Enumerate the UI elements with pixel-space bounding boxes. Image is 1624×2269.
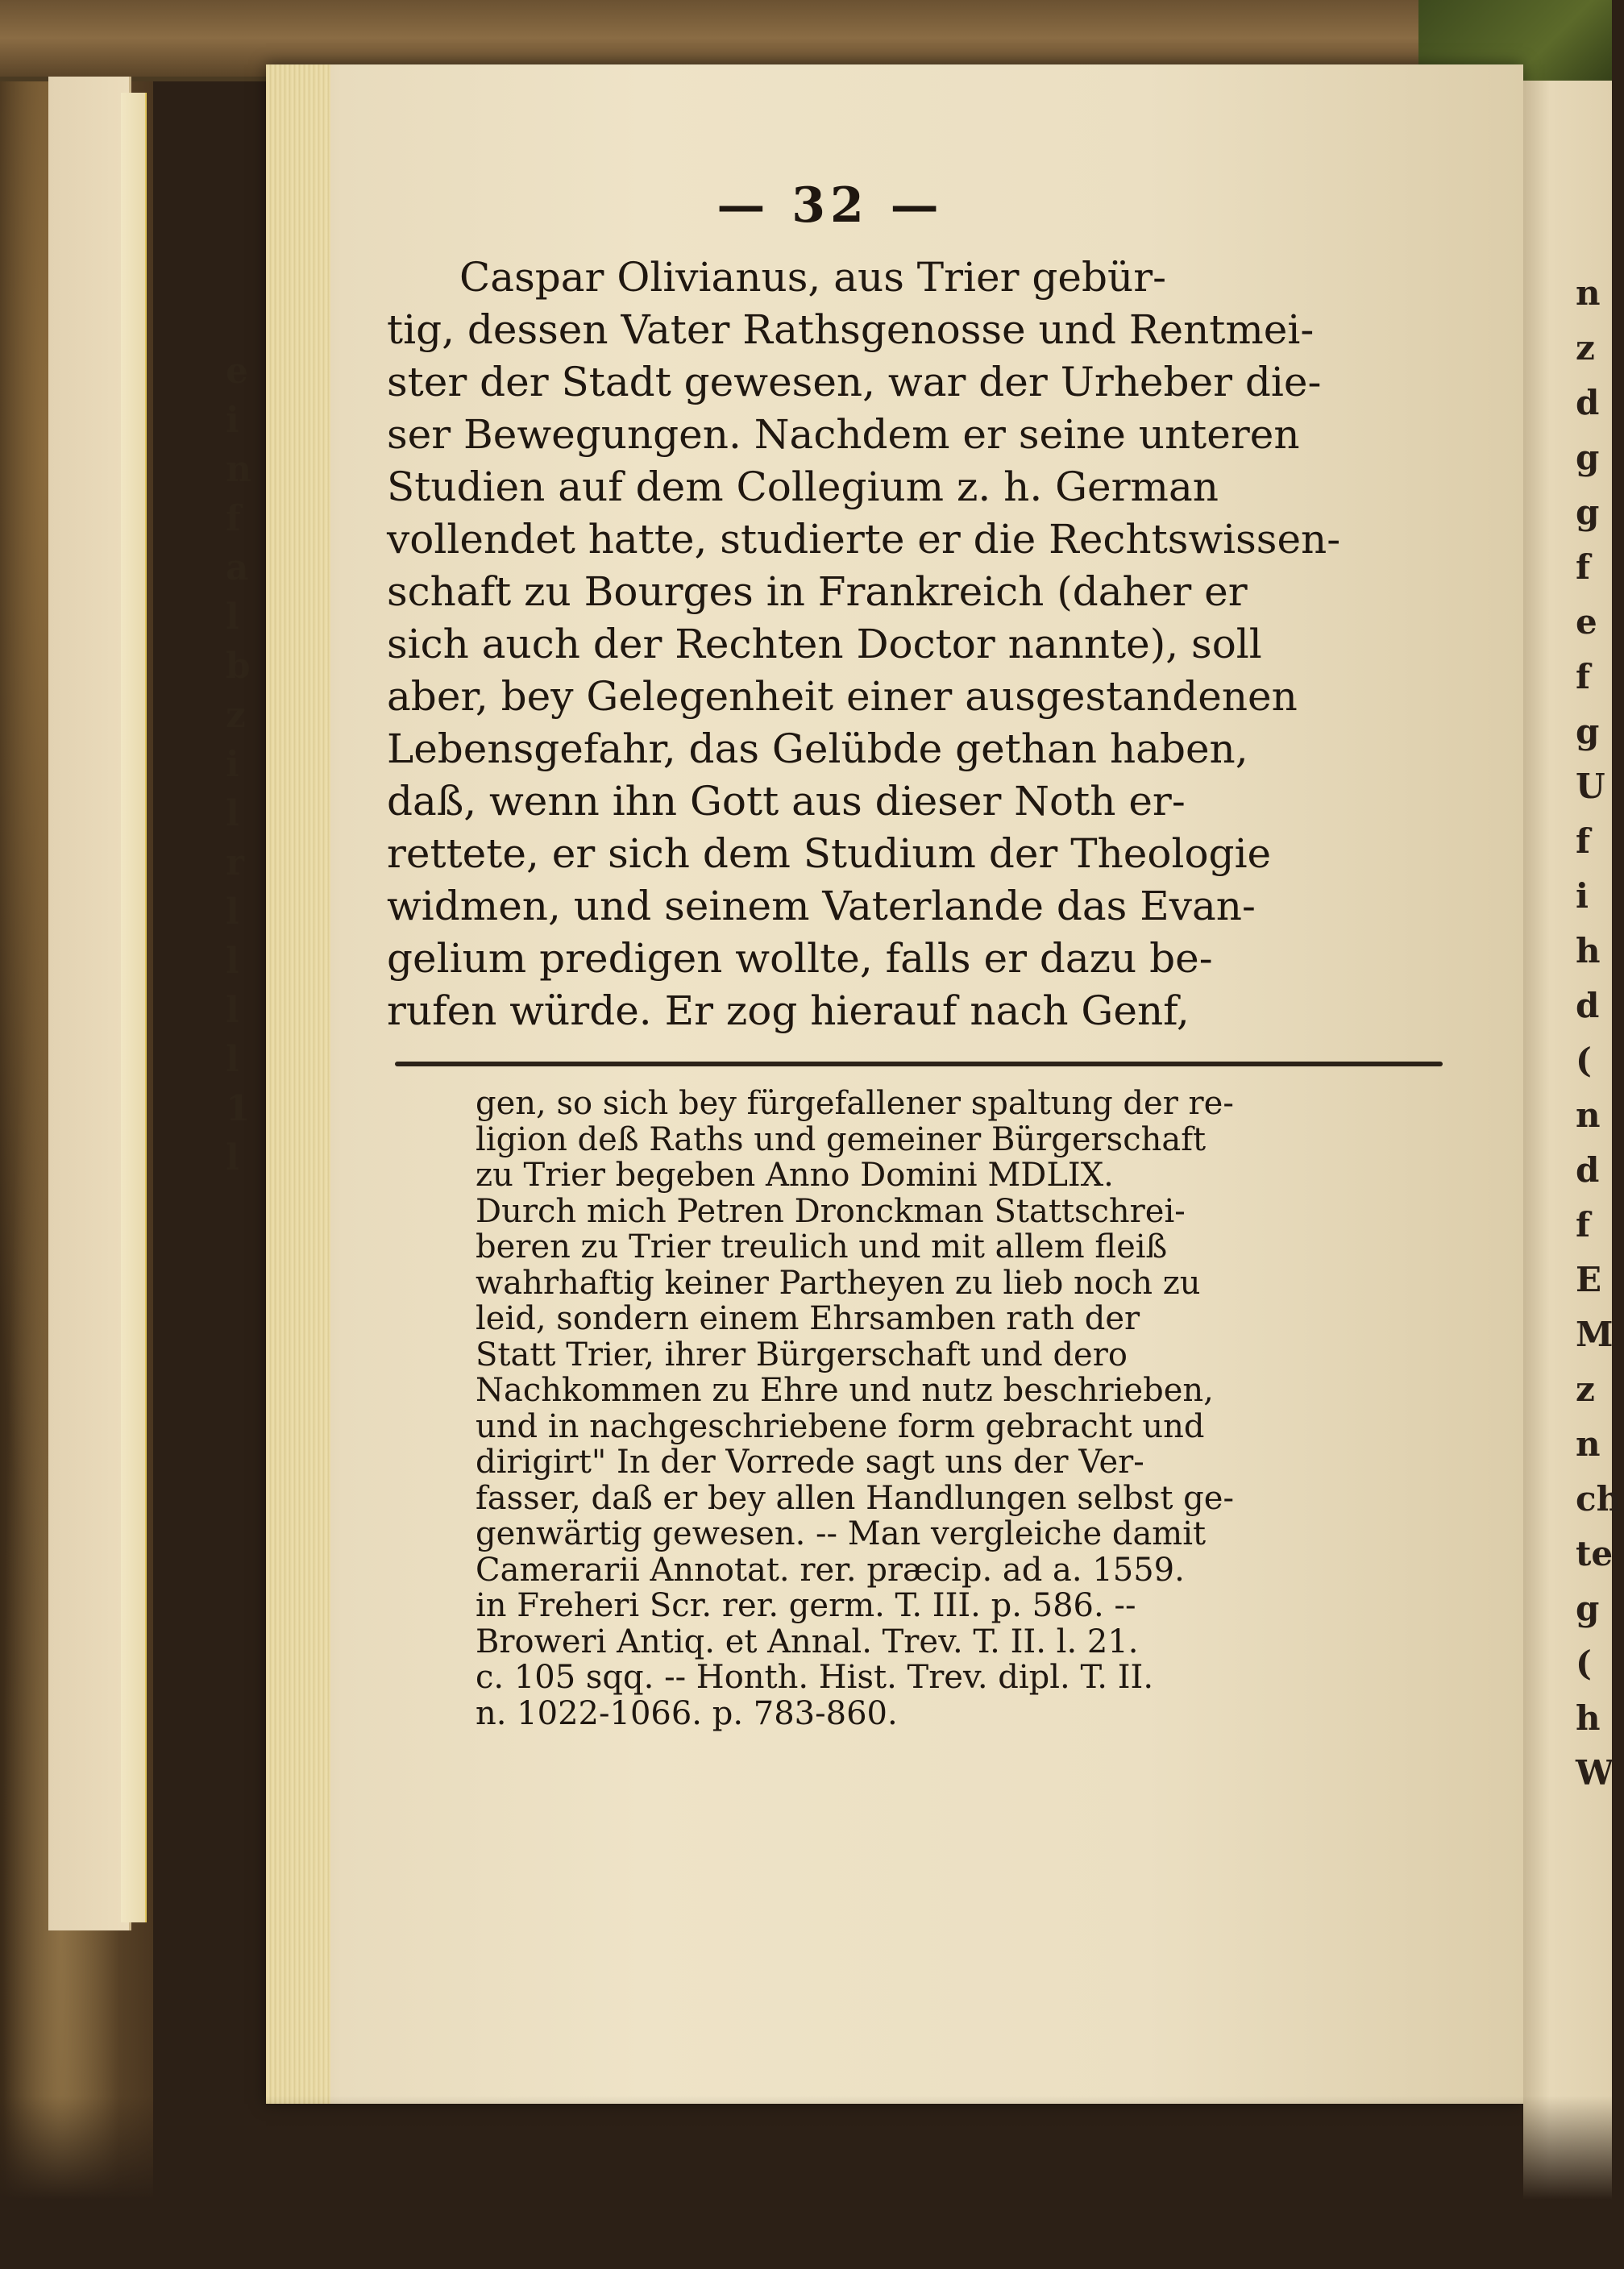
left-fragment: n	[226, 449, 251, 490]
right-fragment: f	[1576, 821, 1591, 861]
footnote-line: fasser, daß er bey allen Handlungen selbst ge-	[476, 1479, 1234, 1517]
right-fragment: g	[1576, 438, 1600, 477]
right-fragment: W	[1576, 1753, 1614, 1793]
footnote-line: c. 105 sqq. -- Honth. Hist. Trev. dipl. T. II.	[476, 1659, 1154, 1696]
left-fragment: l	[226, 990, 239, 1031]
page-gilt-edge	[266, 64, 330, 2104]
text-line: rettete, er sich dem Studium der Theologie	[387, 830, 1272, 877]
text-line: aber, bey Gelegenheit einer ausgestandenen	[387, 673, 1298, 720]
main-text	[387, 251, 1499, 1037]
right-fragment: f	[1576, 547, 1591, 587]
text-line: Lebensgefahr, das Gelübde gethan haben,	[387, 725, 1248, 772]
right-fragment: z	[1576, 1369, 1595, 1409]
right-fragment: n	[1576, 1095, 1601, 1135]
text-line: rufen würde. Er zog hierauf nach Genf,	[387, 987, 1190, 1034]
left-fragment: l	[226, 793, 239, 834]
footnote-line: Durch mich Petren Dronckman Stattschrei-	[476, 1192, 1186, 1230]
right-fragment: U	[1576, 767, 1605, 806]
text-line: sich auch der Rechten Doctor nannte), soll	[387, 621, 1262, 667]
right-fragment: d	[1576, 986, 1600, 1025]
right-fragment: (	[1576, 1041, 1592, 1080]
right-page-fragments	[1576, 266, 1624, 1801]
footnote-line: und in nachgeschriebene form gebracht und	[476, 1407, 1205, 1445]
text-line: gelium predigen wollte, falls er dazu be-	[387, 935, 1213, 982]
right-fragment: g	[1576, 492, 1600, 532]
footnote-line: genwärtig gewesen. -- Man vergleiche damit	[476, 1515, 1207, 1552]
bottom-shadow	[0, 2096, 1612, 2269]
right-fragment: h	[1576, 931, 1601, 970]
left-fragment: 1	[226, 1088, 251, 1129]
text-line: daß, wenn ihn Gott aus dieser Noth er-	[387, 778, 1186, 825]
right-fragment: d	[1576, 1150, 1600, 1190]
text-line: Caspar Olivianus, aus Trier gebür-	[459, 254, 1167, 301]
text-line: ster der Stadt gewesen, war der Urheber die-	[387, 359, 1322, 405]
footnote-line: Broweri Antiq. et Annal. Trev. T. II. l. 21.	[476, 1623, 1139, 1660]
text-line: tig, dessen Vater Rathsgenosse und Rentmei-	[387, 306, 1315, 353]
left-fragment: l	[226, 1137, 239, 1178]
right-fragment: ch	[1576, 1479, 1622, 1519]
left-fragment: i	[226, 744, 239, 785]
page-number: — 32 —	[716, 177, 944, 234]
right-fragment: (	[1576, 1644, 1592, 1683]
right-fragment: z	[1576, 328, 1595, 368]
footnote-line: ligion deß Raths und gemeiner Bürgerschaft	[476, 1120, 1207, 1158]
right-fragment: e	[1576, 602, 1597, 642]
left-fragment: i	[226, 400, 239, 441]
right-fragment: f	[1576, 1205, 1591, 1245]
footnote-line: wahrhaftig keiner Partheyen zu lieb noch zu	[476, 1264, 1201, 1302]
right-fragment: te	[1576, 1534, 1614, 1573]
text-line: ser Bewegungen. Nachdem er seine unteren	[387, 411, 1300, 458]
footnote-line: n. 1022-1066. p. 783-860.	[476, 1694, 898, 1732]
left-fragment: f	[226, 498, 241, 539]
footnote-line: dirigirt" In der Vorrede sagt uns der Ver-	[476, 1444, 1144, 1481]
footnote-line: leid, sondern einem Ehrsamben rath der	[476, 1300, 1140, 1337]
page-text	[387, 177, 1499, 1731]
left-fragment: a	[226, 547, 249, 588]
left-fragment: l	[226, 891, 239, 933]
footnote-line: zu Trier begeben Anno Domini MDLIX.	[476, 1157, 1114, 1194]
page-edge-strip	[121, 93, 147, 1922]
left-fragment: l	[226, 1039, 239, 1080]
right-fragment: g	[1576, 712, 1600, 751]
left-fragment: b	[226, 646, 251, 687]
text-line: widmen, und seinem Vaterlande das Evan-	[387, 883, 1256, 929]
right-fragment: n	[1576, 1424, 1601, 1464]
left-fragment: l	[226, 596, 239, 638]
right-fragment: n	[1576, 273, 1601, 313]
footnote	[476, 1086, 1499, 1731]
right-fragment: h	[1576, 1698, 1601, 1738]
footnote-line: beren zu Trier treulich und mit allem fleiß	[476, 1228, 1168, 1265]
underlying-page	[48, 77, 131, 1930]
left-fragment: z	[226, 695, 246, 736]
right-fragment: E	[1576, 1260, 1602, 1299]
footnote-line: in Freheri Scr. rer. germ. T. III. p. 586. --	[476, 1587, 1136, 1624]
left-fragment: l	[226, 941, 239, 982]
footnote-line: Statt Trier, ihrer Bürgerschaft und dero	[476, 1336, 1128, 1373]
footnote-line: Nachkommen zu Ehre und nutz beschrieben,	[476, 1372, 1214, 1409]
footnote-line: gen, so sich bey fürgefallener spaltung der re-	[476, 1085, 1234, 1122]
left-fragment: e	[226, 351, 248, 392]
right-fragment: d	[1576, 383, 1600, 422]
right-fragment: i	[1576, 876, 1589, 916]
left-fragment: r	[226, 842, 245, 883]
right-fragment: g	[1576, 1589, 1600, 1628]
footnote-line: Camerarii Annotat. rer. præcip. ad a. 1559.	[476, 1551, 1185, 1589]
text-line: Studien auf dem Collegium z. h. German	[387, 463, 1219, 510]
footnote-divider	[395, 1062, 1443, 1066]
text-line: schaft zu Bourges in Frankreich (daher er	[387, 568, 1248, 615]
right-fragment: M	[1576, 1315, 1614, 1354]
right-fragment: f	[1576, 657, 1591, 696]
text-line: vollendet hatte, studierte er die Rechtswissen-	[387, 516, 1341, 563]
